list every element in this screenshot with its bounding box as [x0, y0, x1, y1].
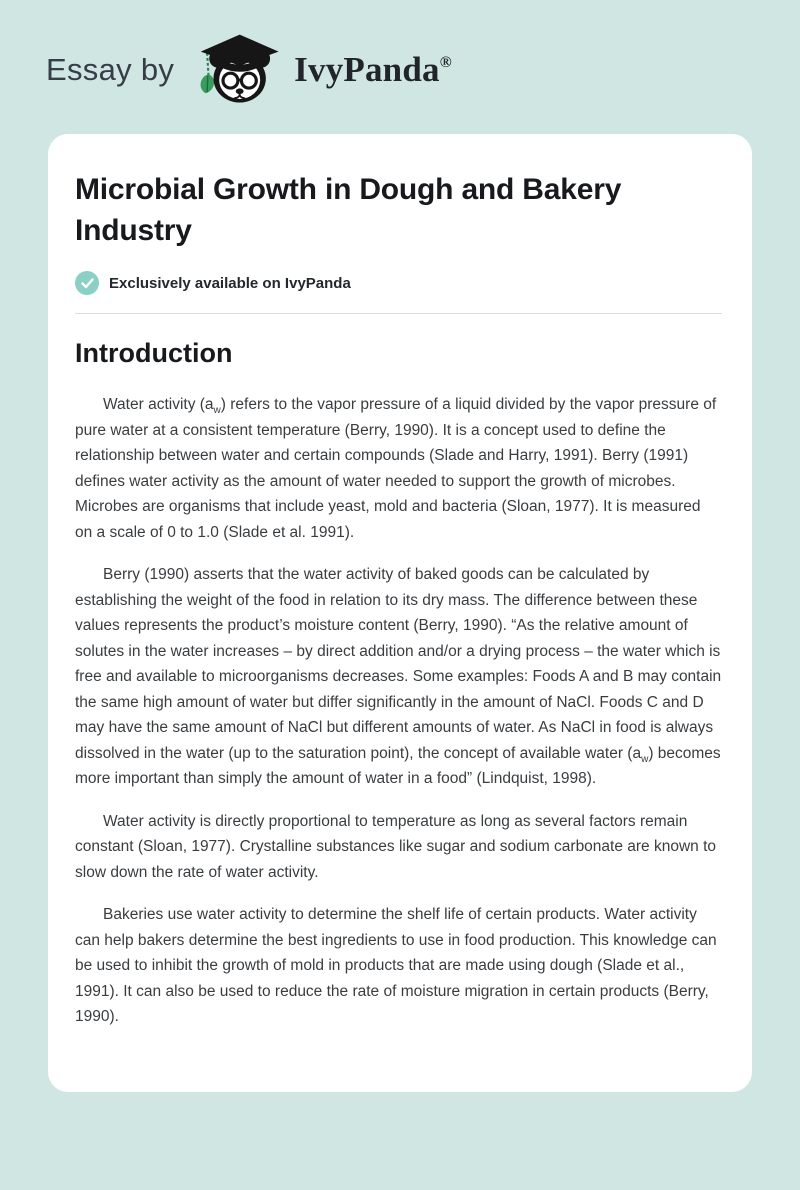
paragraph-2-text-cont: ) becomes more important than simply the amount of water in a food” (Lindquist, 1998). — [75, 744, 721, 787]
paragraph-4: Bakeries use water activity to determine the shelf life of certain products. Water activity can help bakers determine the best ingredients to use in food production. This knowledge can be used to inhibit the growth of mold in products that are made using dough (Slade et al., 1991). It can also be used to reduce the rate of moisture migration in certain products (Berry, 1990). — [75, 906, 717, 1025]
paragraph-1 — [75, 392, 722, 545]
section-heading-introduction: Introduction — [75, 338, 233, 368]
header-prefix: Essay by — [46, 52, 175, 87]
paragraph-3: Water activity is directly proportional to temperature as long as several factors remain constant (Sloan, 1977). Crystalline substances like sugar and sodium carbonate are known to slow down the rate of water activity. — [75, 812, 717, 881]
subscript-w: w — [641, 753, 649, 765]
registered-mark: ® — [439, 54, 452, 71]
brand-name: IvyPanda — [294, 50, 440, 89]
subscript-w: w — [213, 405, 221, 417]
essay-card — [48, 134, 752, 1092]
panda-graduate-logo-icon — [188, 31, 280, 109]
page — [0, 30, 800, 1092]
paragraph-2-text: Berry (1990) asserts that the water activity of baked goods can be calculated by establishing the weight of the food in relation to its dry mass. The difference between these values represents the product’s moisture content (Berry, 1990). “As the relative amount of solutes in the water increases – by direct addition and/or a drying process – the water which is free and available to microorganisms decreases. Some examples: Foods A and B may contain the same high amount of water but differ significantly in the amount of NaCl. Foods C and D may have the same amount of NaCl but different amounts of water. As NaCl in food is always dissolved in the water (up to the saturation point), the concept of available water (a — [75, 566, 722, 762]
badge-label: Exclusively available on IvyPanda — [109, 274, 351, 292]
brand-wordmark — [294, 50, 452, 90]
paragraph-1-text-cont: ) refers to the vapor pressure of a liquid divided by the vapor pressure of pure water at a consistent temperature (Berry, 1990). It is a concept used to define the relationship between water and certain compounds (Slade and Harry, 1991). Berry (1991) defines water activity as the amount of water needed to support the growth of microbes. Microbes are organisms that include yeast, mold and bacteria (Sloan, 1977). It is measured on a scale of 0 to 1.0 (Slade et al. 1991). — [75, 396, 717, 541]
divider — [75, 313, 722, 314]
exclusive-badge — [75, 271, 722, 295]
paragraph-2 — [75, 562, 722, 792]
check-icon — [75, 271, 99, 295]
paragraph-1-text: Water activity (a — [103, 396, 214, 413]
header — [46, 30, 800, 110]
essay-title: Microbial Growth in Dough and Bakery Industry — [75, 173, 622, 247]
